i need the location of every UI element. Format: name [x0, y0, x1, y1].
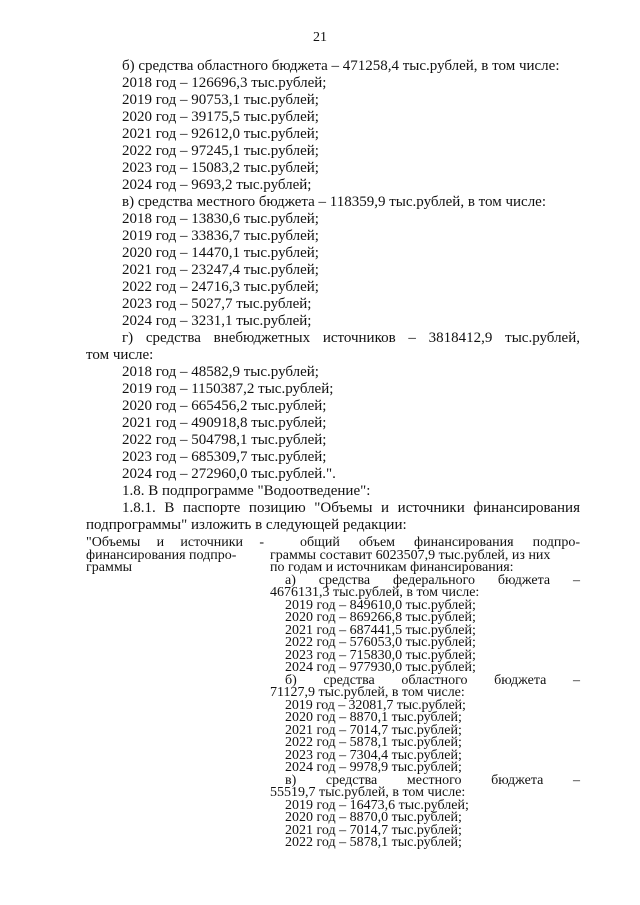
offbudget-year: 2020 год – 665456,2 тыс.рублей; [122, 398, 327, 414]
regional-budget-year: 2023 год – 15083,2 тыс.рублей; [122, 160, 319, 176]
table-left-line: "Объемы и источники - [86, 535, 264, 550]
table-right-intro: граммы составит 6023507,9 тыс.рублей, из них [270, 547, 551, 563]
offbudget-year: 2022 год – 504798,1 тыс.рублей; [122, 432, 327, 448]
section-1-8-1-line2: подпрограммы" изложить в следующей редакции: [86, 517, 407, 533]
table-right-intro: по годам и источникам финансирования: [270, 560, 514, 575]
offbudget-heading-cont: том числе: [86, 347, 154, 363]
federal-budget-heading: а) средства федерального бюджета – [285, 572, 580, 588]
table-regional-heading-cont: 71127,9 тыс.рублей, в том числе: [270, 685, 465, 700]
offbudget-year: 2018 год – 48582,9 тыс.рублей; [122, 364, 319, 380]
table-regional-year: 2020 год – 8870,1 тыс.рублей; [285, 710, 462, 725]
federal-budget-year: 2022 год – 576053,0 тыс.рублей; [285, 635, 476, 650]
regional-budget-year: 2020 год – 39175,5 тыс.рублей; [122, 109, 319, 125]
table-local-year: 2022 год – 5878,1 тыс.рублей; [285, 835, 462, 850]
table-regional-year: 2023 год – 7304,4 тыс.рублей; [285, 747, 462, 763]
federal-budget-heading-cont: 4676131,3 тыс.рублей, в том числе: [270, 585, 480, 600]
regional-budget-year: 2024 год – 9693,2 тыс.рублей; [122, 177, 312, 193]
local-budget-year: 2021 год – 23247,4 тыс.рублей; [122, 262, 319, 278]
local-budget-year: 2018 год – 13830,6 тыс.рублей; [122, 211, 319, 227]
regional-budget-year: 2021 год – 92612,0 тыс.рублей; [122, 126, 319, 142]
regional-budget-year: 2018 год – 126696,3 тыс.рублей; [122, 75, 327, 91]
federal-budget-year: 2021 год – 687441,5 тыс.рублей; [285, 622, 476, 638]
table-regional-year: 2024 год – 9978,9 тыс.рублей; [285, 760, 462, 775]
federal-budget-year: 2020 год – 869266,8 тыс.рублей; [285, 610, 476, 625]
local-budget-year: 2023 год – 5027,7 тыс.рублей; [122, 296, 312, 312]
table-local-year: 2019 год – 16473,6 тыс.рублей; [285, 797, 469, 813]
section-1-8: 1.8. В подпрограмме "Водоотведение": [122, 483, 371, 499]
offbudget-year: 2024 год – 272960,0 тыс.рублей.". [122, 466, 336, 482]
table-regional-year: 2019 год – 32081,7 тыс.рублей; [285, 697, 466, 713]
offbudget-heading: г) средства внебюджетных источников – 3818412,9 тыс.рублей, [122, 330, 580, 346]
federal-budget-year: 2024 год – 977930,0 тыс.рублей; [285, 660, 476, 675]
table-left-line: граммы [86, 560, 133, 575]
regional-budget-year: 2019 год – 90753,1 тыс.рублей; [122, 92, 319, 108]
offbudget-year: 2023 год – 685309,7 тыс.рублей; [122, 449, 327, 465]
table-local-heading-cont: 55519,7 тыс.рублей, в том числе: [270, 785, 466, 800]
table-left-line: финансирования подпро- [86, 547, 237, 563]
regional-budget-year: 2022 год – 97245,1 тыс.рублей; [122, 143, 319, 159]
local-budget-year: 2024 год – 3231,1 тыс.рублей; [122, 313, 312, 329]
table-regional-year: 2021 год – 7014,7 тыс.рублей; [285, 722, 462, 738]
local-budget-heading: в) средства местного бюджета – 118359,9 тыс.рублей, в том числе: [122, 194, 547, 210]
local-budget-year: 2019 год – 33836,7 тыс.рублей; [122, 228, 319, 244]
offbudget-year: 2019 год – 1150387,2 тыс.рублей; [122, 381, 334, 397]
table-local-year: 2020 год – 8870,0 тыс.рублей; [285, 810, 462, 825]
federal-budget-year: 2019 год – 849610,0 тыс.рублей; [285, 597, 476, 613]
federal-budget-year: 2023 год – 715830,0 тыс.рублей; [285, 647, 476, 663]
table-regional-heading: б) средства областного бюджета – [285, 672, 580, 688]
table-right-intro: общий объем финансирования подпро- [300, 535, 580, 550]
table-regional-year: 2022 год – 5878,1 тыс.рублей; [285, 735, 462, 750]
local-budget-year: 2020 год – 14470,1 тыс.рублей; [122, 245, 319, 261]
section-1-8-1-line1: 1.8.1. В паспорте позицию "Объемы и источники финансирования [122, 500, 580, 516]
page-number: 21 [313, 30, 327, 45]
offbudget-year: 2021 год – 490918,8 тыс.рублей; [122, 415, 327, 431]
regional-budget-heading: б) средства областного бюджета – 471258,4 тыс.рублей, в том числе: [122, 58, 560, 74]
table-local-year: 2021 год – 7014,7 тыс.рублей; [285, 822, 462, 838]
local-budget-year: 2022 год – 24716,3 тыс.рублей; [122, 279, 319, 295]
table-local-heading: в) средства местного бюджета – [285, 772, 580, 788]
